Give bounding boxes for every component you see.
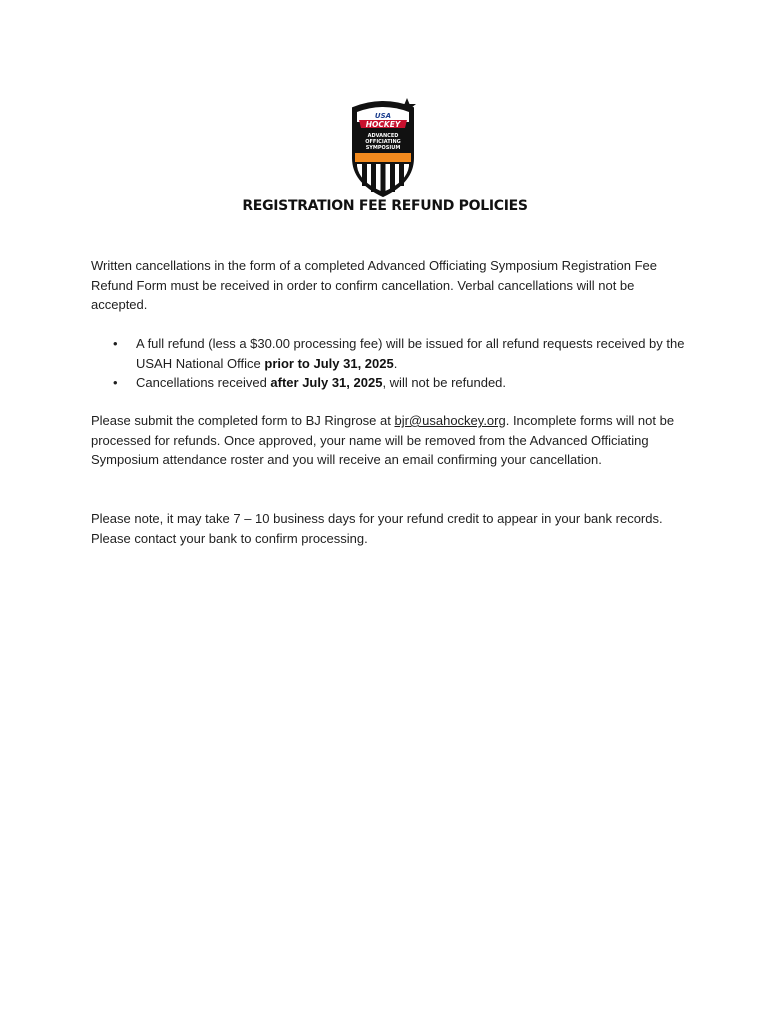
bullet-text: A full refund (less a $30.00 processing fee) will be issued for all refund requests received by the USAH National Office: [136, 336, 685, 371]
bullet-date-bold: prior to July 31, 2025: [264, 355, 394, 371]
shield-logo-icon: [345, 96, 421, 198]
logo-line3-text: ADVANCED: [367, 133, 399, 139]
logo-line4-text: OFFICIATING: [365, 139, 401, 145]
logo-usa-text: USA: [374, 112, 392, 120]
list-item: [91, 373, 691, 393]
bullet-icon: •: [113, 336, 118, 351]
submission-text: Please submit the completed form to BJ Ringrose at: [91, 413, 395, 428]
bullet-icon: •: [113, 375, 118, 390]
email-link[interactable]: bjr@usahockey.org: [394, 413, 506, 428]
submission-paragraph: [91, 411, 691, 470]
bullet-text: Cancellations received: [136, 375, 271, 390]
logo-hockey-text: HOCKEY: [365, 120, 401, 129]
page-title: REGISTRATION FEE REFUND POLICIES: [242, 198, 528, 214]
bullet-text-end: .: [393, 355, 398, 371]
refund-bullet-list: [91, 334, 691, 393]
logo-line5-text: SYMPOSIUM: [365, 145, 401, 151]
submission-text-end: . Incomplete forms will not be processed for refunds. Once approved, your name will be removed from the Advanced Officiating Symposium attendance roster and you will receive an email confirming your cancellation.: [91, 413, 675, 467]
processing-note-paragraph: Please note, it may take 7 – 10 business days for your refund credit to appear in your bank records. Please contact your bank to confirm processing.: [91, 511, 663, 546]
bullet-date-bold: after July 31, 2025: [270, 375, 383, 390]
list-item: [91, 334, 691, 373]
usa-hockey-symposium-logo: [345, 96, 421, 198]
cancellation-paragraph: Written cancellations in the form of a completed Advanced Officiating Symposium Registration Fee Refund Form must be received in order to confirm cancellation. Verbal cancellations will not be accepted.: [91, 258, 658, 312]
bullet-text-end: , will not be refunded.: [382, 375, 507, 390]
